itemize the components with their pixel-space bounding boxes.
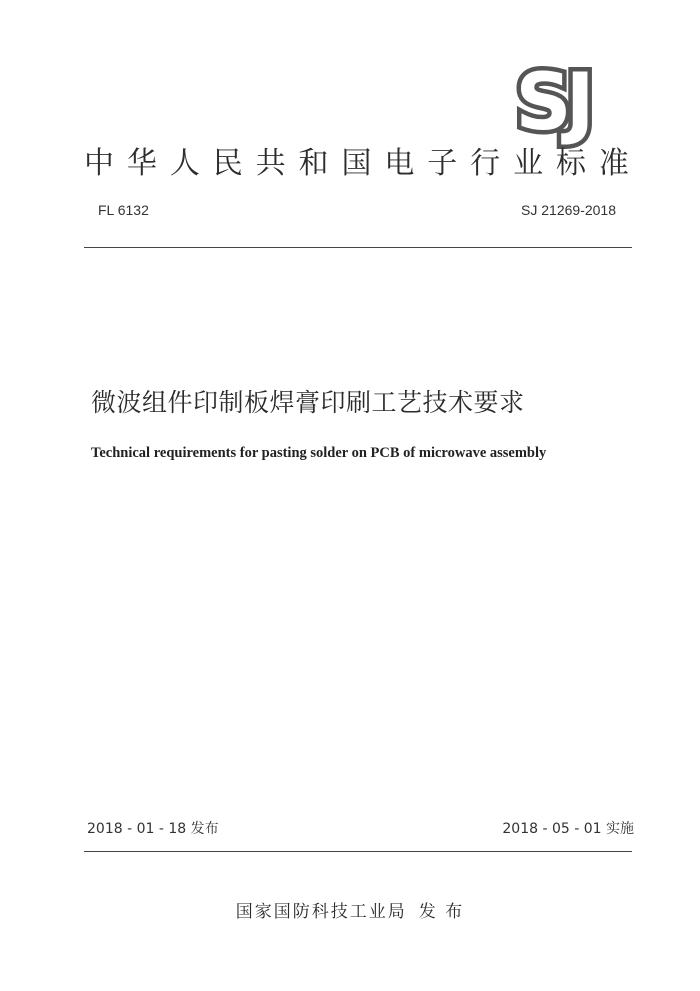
- standard-category-title-char: 子: [427, 146, 458, 181]
- document-title-cn: 微波组件印制板焊膏印刷工艺技术要求: [91, 388, 525, 417]
- sj-logo: SJ: [515, 58, 589, 148]
- standard-category-title-char: 行: [470, 146, 501, 181]
- standard-category-title-char: 电: [384, 146, 415, 181]
- standard-category-title-char: 共: [255, 146, 286, 181]
- standard-category-title-char: 中: [84, 146, 114, 181]
- standard-category-title-char: 和: [298, 146, 329, 181]
- publisher-line: [0, 897, 700, 922]
- standard-category-title-char: 标: [555, 146, 586, 181]
- standard-category-title: [84, 143, 629, 185]
- standard-category-title-char: 人: [169, 146, 200, 181]
- standard-category-title-char: 业: [513, 146, 544, 181]
- publisher-name: 国家国防科技工业局: [235, 902, 407, 922]
- classification-code: FL 6132: [98, 202, 149, 218]
- implementation-date: 2018 - 05 - 01 实施: [502, 821, 634, 837]
- issue-date: 2018 - 01 - 18 发布: [87, 821, 219, 837]
- standard-category-title-char: 华: [126, 146, 157, 181]
- document-title-en: Technical requirements for pasting solder on PCB of microwave assembly: [91, 445, 547, 461]
- standard-category-title-char: 民: [212, 146, 243, 181]
- standard-number: SJ 21269-2018: [521, 202, 616, 218]
- publish-action: 发 布: [418, 902, 465, 922]
- standard-category-title-char: 准: [598, 146, 629, 181]
- standard-category-title-char: 国: [341, 146, 372, 181]
- bottom-divider: [84, 851, 632, 852]
- top-divider: [84, 247, 632, 248]
